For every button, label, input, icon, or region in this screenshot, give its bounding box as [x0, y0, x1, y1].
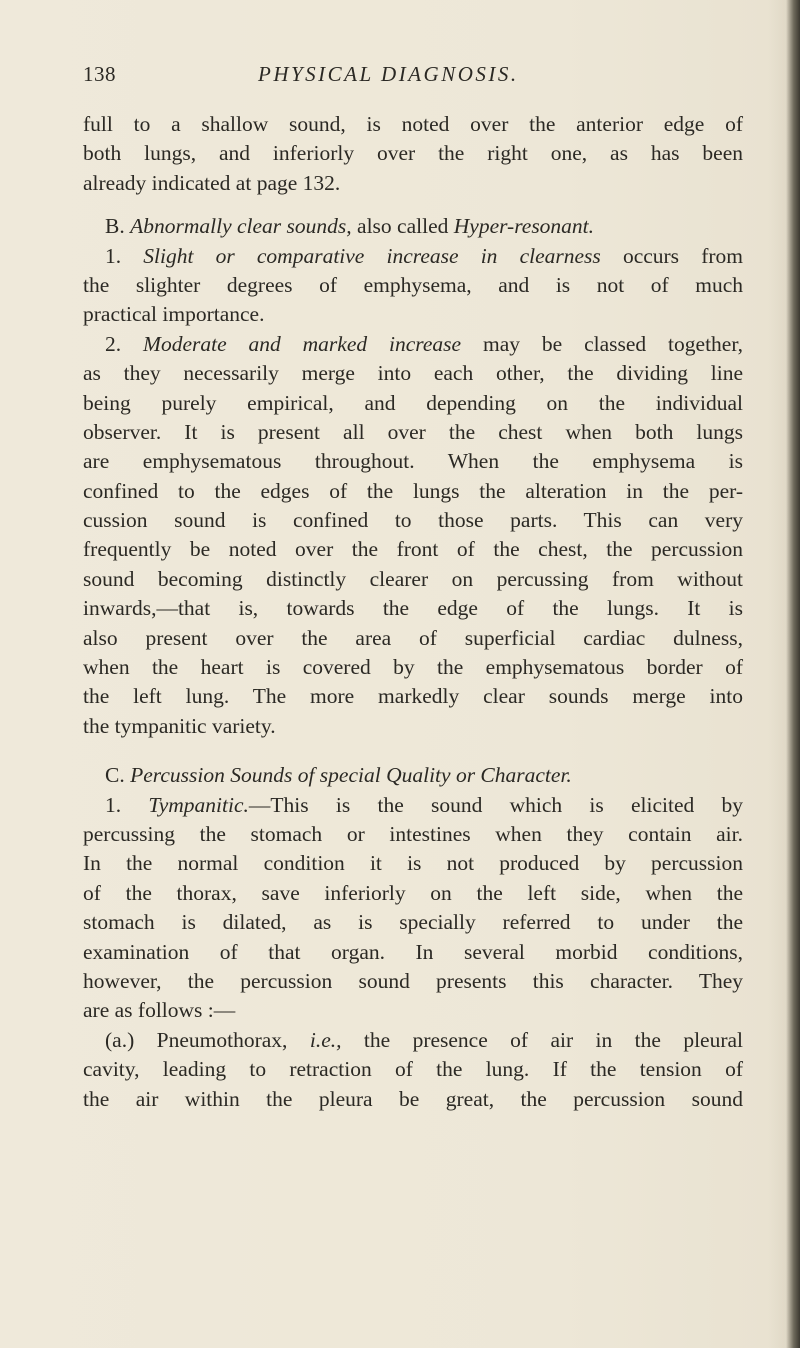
item-title: Tympanitic.	[148, 792, 249, 817]
text-line: confined to the edges of the lungs the alteration in the per-	[83, 478, 743, 503]
list-item-a	[83, 1026, 743, 1055]
text-line: In the normal condition it is not produced by percussion	[83, 851, 743, 876]
text-line: as they necessarily merge into each other, the dividing line	[83, 361, 743, 386]
item-title: Moderate and marked increase	[143, 331, 462, 356]
text-line: are as follows :—	[83, 998, 236, 1023]
text-line: when the heart is covered by the emphysematous border of	[83, 655, 743, 680]
running-head	[83, 62, 743, 92]
item-text: occurs from	[622, 243, 743, 268]
text-line: full to a shallow sound, is noted over the anterior edge of	[83, 112, 743, 136]
text-line: already indicated at page 132.	[83, 170, 341, 195]
section-gap	[83, 741, 743, 761]
text-line: being purely empirical, and depending on the individual	[83, 390, 743, 415]
section-gap	[83, 198, 743, 212]
section-title-connector: also called	[357, 214, 449, 239]
text-line: observer. It is present all over the chest when both lungs	[83, 419, 743, 444]
item-text: may be classed together,	[482, 331, 744, 356]
text-line: are emphysematous throughout. When the emphysema is	[83, 449, 743, 474]
text-line: inwards,—that is, towards the edge of the lungs. It is	[83, 596, 743, 621]
section-title-alt: Hyper-resonant.	[453, 214, 595, 239]
text-line: stomach is dilated, as is specially referred to under the	[83, 910, 743, 935]
text-line: both lungs, and inferiorly over the right one, as has been	[83, 141, 743, 166]
item-number: 1.	[105, 243, 122, 268]
subsection-2	[83, 330, 743, 359]
text-line: the slighter degrees of emphysema, and is not of much	[83, 272, 743, 297]
text-line: sound becoming distinctly clearer on percussing from without	[83, 566, 743, 591]
section-label: C.	[105, 763, 125, 788]
item-text: the presence of air in the pleural	[363, 1027, 744, 1052]
item-abbrev: i.e.,	[309, 1027, 342, 1052]
text-line: of the thorax, save inferiorly on the left side, when the	[83, 880, 743, 905]
item-number: 1.	[105, 792, 122, 817]
subsection-1	[83, 242, 743, 271]
text-line: cussion sound is confined to those parts. This can very	[83, 508, 743, 533]
section-title: Percussion Sounds of special Quality or Character.	[130, 763, 572, 788]
item-text: —This is the sound which is elicited by	[248, 792, 743, 817]
section-label: B.	[105, 214, 125, 239]
text-line: examination of that organ. In several morbid conditions,	[83, 939, 743, 964]
text-line: cavity, leading to retraction of the lung. If the tension of	[83, 1057, 743, 1082]
item-title: Slight or comparative increase in clearness	[143, 243, 601, 268]
text-line: the left lung. The more markedly clear sounds merge into	[83, 684, 743, 709]
list-label: (a.)	[105, 1027, 135, 1052]
page-spine-shadow	[786, 0, 800, 1348]
section-title: Abnormally clear sounds,	[130, 214, 352, 239]
running-title: PHYSICAL DIAGNOSIS.	[258, 62, 519, 86]
text-line: percussing the stomach or intestines when they contain air.	[83, 821, 743, 846]
section-heading-b	[83, 212, 743, 241]
text-line: practical importance.	[83, 302, 265, 327]
page-number: 138	[83, 62, 116, 86]
text-line: frequently be noted over the front of the chest, the percussion	[83, 537, 743, 562]
text-line: the air within the pleura be great, the percussion sound	[83, 1086, 743, 1111]
item-number: 2.	[105, 331, 122, 356]
text-line: also present over the area of superficial cardiac dulness,	[83, 625, 743, 650]
section-heading-c	[83, 761, 743, 790]
item-text: Pneumothorax,	[156, 1027, 288, 1052]
body-text	[83, 110, 743, 1114]
text-line: the tympanitic variety.	[83, 713, 276, 738]
text-line: however, the percussion sound presents this character. They	[83, 968, 743, 993]
subsection-tympanitic	[83, 791, 743, 820]
